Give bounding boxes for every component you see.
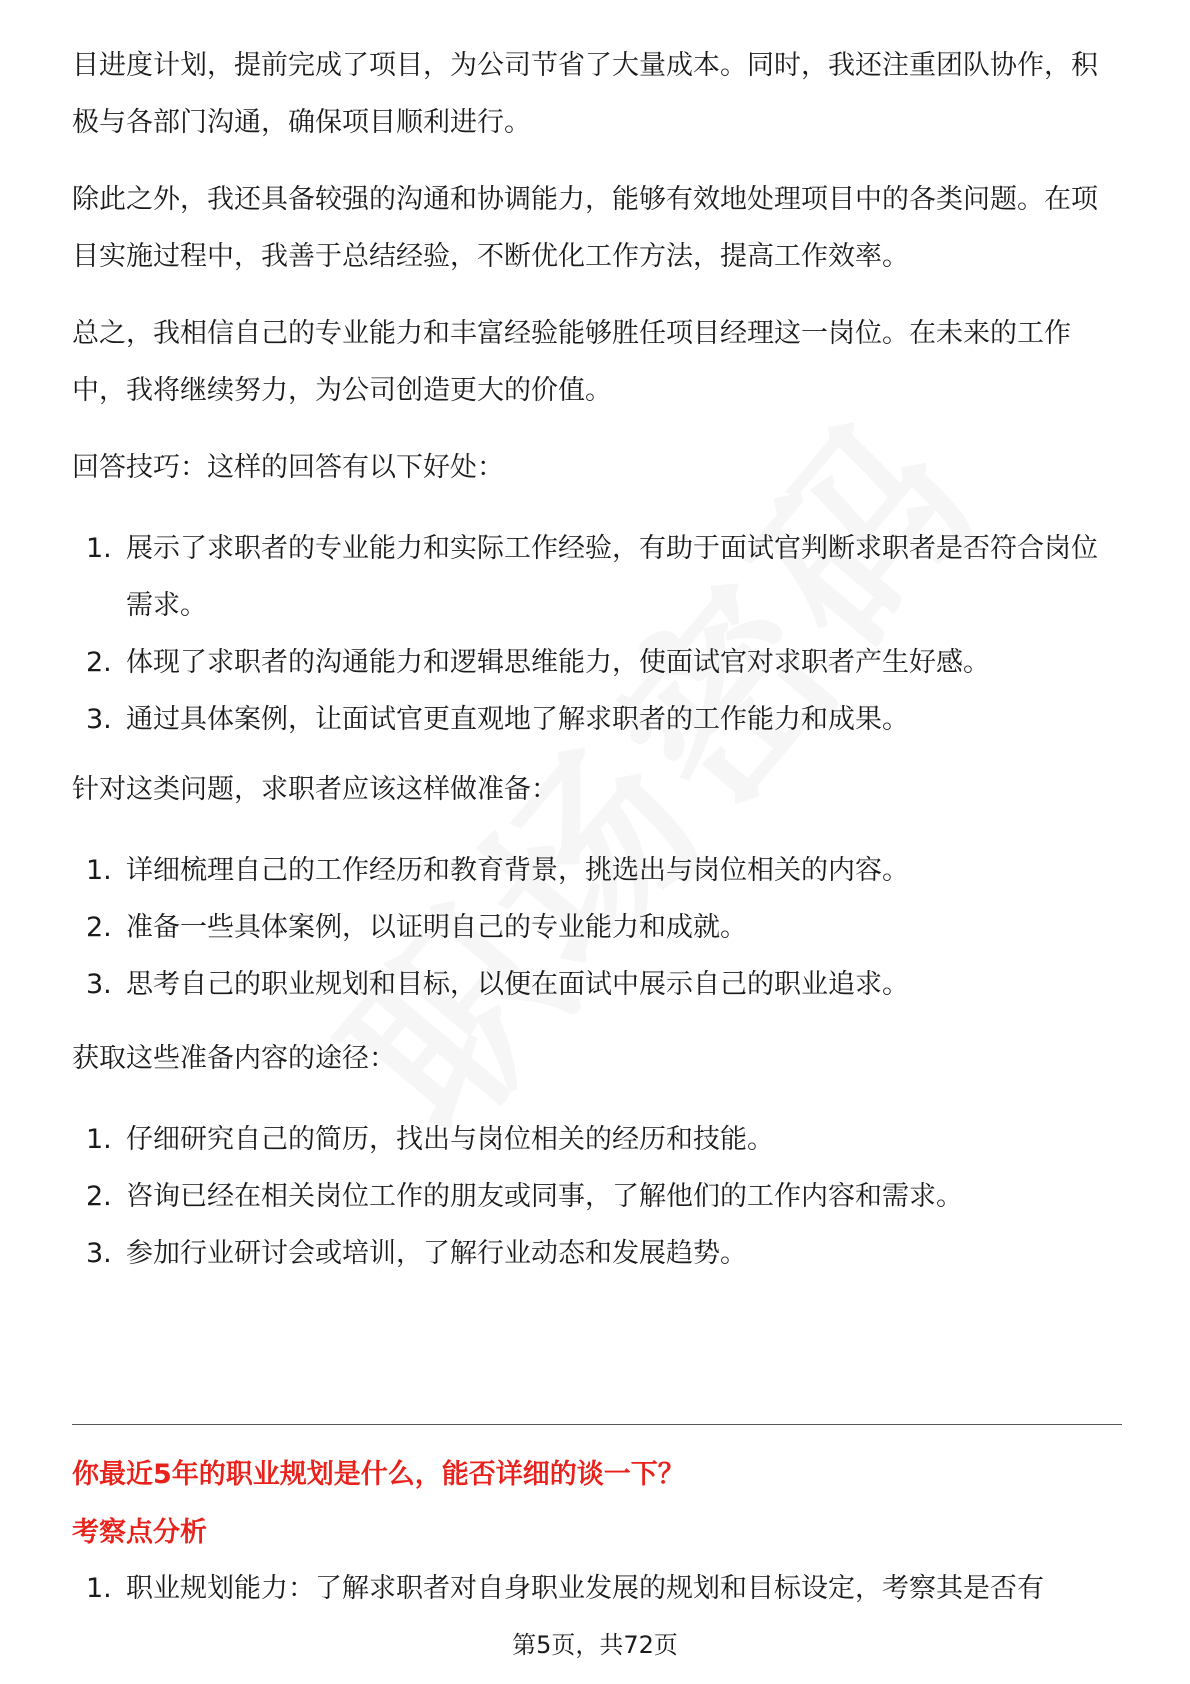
list-item: 2. 咨询已经在相关岗位工作的朋友或同事，了解他们的工作内容和需求。: [86, 1181, 963, 1212]
paragraph-3: 总之，我相信自己的专业能力和丰富经验能够胜任项目经理这一岗位。在未来的工作中，我将继续努力，为公司创造更大的价值。: [72, 318, 1071, 406]
list-item: 1. 仔细研究自己的简历，找出与岗位相关的经历和技能。: [86, 1124, 774, 1155]
prep-heading: 针对这类问题，求职者应该这样做准备：: [72, 774, 558, 805]
paragraph-2: 除此之外，我还具备较强的沟通和协调能力，能够有效地处理项目中的各类问题。在项目实施过程中，我善于总结经验，不断优化工作方法，提高工作效率。: [72, 184, 1098, 272]
analysis-list: [72, 1560, 1122, 1617]
tips-heading: 回答技巧：这样的回答有以下好处：: [72, 452, 504, 483]
list-item: 1. 详细梳理自己的工作经历和教育背景，挑选出与岗位相关的内容。: [86, 855, 909, 886]
analysis-heading: 考察点分析: [72, 1517, 207, 1548]
sources-list: [72, 1111, 1122, 1282]
list-item: 3. 通过具体案例，让面试官更直观地了解求职者的工作能力和成果。: [86, 704, 909, 735]
prep-list: [72, 842, 1122, 1013]
section-divider: [72, 1424, 1122, 1425]
list-item: 3. 参加行业研讨会或培训，了解行业动态和发展趋势。: [86, 1238, 747, 1269]
paragraph-1: 目进度计划，提前完成了项目，为公司节省了大量成本。同时，我还注重团队协作，积极与各部门沟通，确保项目顺利进行。: [72, 50, 1098, 138]
tips-list: [72, 520, 1122, 748]
sources-heading: 获取这些准备内容的途径：: [72, 1043, 396, 1074]
list-item: 1. 职业规划能力：了解求职者对自身职业发展的规划和目标设定，考察其是否有: [86, 1573, 1044, 1604]
list-item: 3. 思考自己的职业规划和目标，以便在面试中展示自己的职业追求。: [86, 969, 909, 1000]
question-title: 你最近5年的职业规划是什么，能否详细的谈一下？: [72, 1459, 685, 1490]
page-number: 第5页，共72页: [512, 1631, 678, 1659]
list-item: 1. 展示了求职者的专业能力和实际工作经验，有助于面试官判断求职者是否符合岗位需求。: [86, 533, 1098, 621]
list-item: 2. 准备一些具体案例，以证明自己的专业能力和成就。: [86, 912, 747, 943]
list-item: 2. 体现了求职者的沟通能力和逻辑思维能力，使面试官对求职者产生好感。: [86, 647, 990, 678]
